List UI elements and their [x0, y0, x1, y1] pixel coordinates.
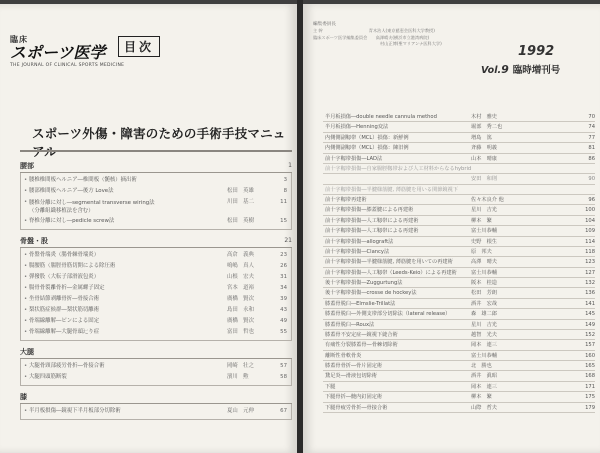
toc-entry: [21, 305, 291, 316]
toc-entry: [21, 175, 291, 186]
entry-title: 有痛性分裂膝蓋骨―骨棘切除術: [325, 342, 398, 349]
entry-author: 高倉 義典: [227, 252, 254, 258]
editor-line: 臨床スポーツ医学編集委員会 高澤晴夫(横浜市立港湾病院): [313, 34, 430, 40]
entry-page: 152: [585, 331, 595, 338]
bullet-icon: •: [24, 252, 28, 258]
entry-author: 山際 哲夫: [471, 404, 497, 411]
entry-page: 15: [280, 218, 287, 224]
toc-entry: [323, 216, 595, 226]
logo-small-text: 臨床: [10, 35, 28, 44]
toc-entry: [21, 197, 291, 216]
entry-author: 夏山 元伸: [227, 408, 254, 414]
toc-entry: [323, 164, 595, 174]
entry-title: 腸腰筋（腸脛骨筋切開による除圧術: [29, 263, 116, 269]
toc-entry: [323, 403, 595, 413]
entry-page: 70: [588, 114, 595, 120]
toc-entry: [323, 382, 595, 392]
entry-title: 脊椎分離に対し―pedicle screw法: [29, 218, 115, 224]
entry-title: 鵞足炎―滑液包切除術: [325, 373, 377, 380]
entry-author: 柳本 繁: [471, 394, 492, 401]
toc-entry: [323, 226, 595, 236]
section-heading: [20, 390, 292, 404]
entry-title: 腰部椎間板ヘルニア―後方 Love法: [29, 188, 114, 194]
entry-author: 岡本 連三: [471, 383, 497, 390]
entry-author: 濱川 勲: [227, 374, 249, 380]
entry-title: 前十字靱帯損傷―半腱様筋腱, 薄筋腱を用いる関節鏡視下: [325, 186, 458, 193]
entry-title: 骨端線離解―大腿骨頭辷り症: [29, 329, 100, 335]
issue-title: スポーツ外傷・障害のための手術手技マニュ: [32, 126, 286, 141]
volume-line: [481, 62, 560, 76]
entry-author: 廣橋 賢次: [227, 318, 254, 324]
toc-entry: [323, 268, 595, 278]
entry-title: 半月板損傷―double needle cannula method: [325, 114, 437, 120]
volume-prefix: Vol.: [481, 65, 502, 76]
toc-entry: [323, 143, 595, 153]
bullet-icon: •: [24, 199, 28, 205]
toc-entry: [323, 133, 595, 143]
editor-line: 村山正博(聖マリアンナ医科大学): [313, 40, 442, 46]
entry-author: 堀部 秀二也: [471, 124, 503, 131]
bullet-icon: •: [24, 296, 28, 302]
toc-entry: [21, 327, 291, 338]
toc-entry: [323, 205, 595, 215]
entry-title: 骨盤骨端炎（腸骨棘骨端炎）: [29, 252, 100, 258]
entry-author: 安田 和則: [471, 176, 497, 183]
toc-entry: [323, 288, 595, 298]
toc-label: 目次: [118, 36, 160, 57]
entry-author: 山根 宏夫: [227, 274, 254, 280]
entry-author: 富士川恭輔: [471, 269, 497, 276]
section-heading: [20, 159, 292, 173]
left-page: [0, 4, 297, 453]
toc-entry: [323, 309, 595, 319]
entry-title: 後十字靱帯損傷―Zuggurtung法: [325, 280, 403, 286]
entry-author: 増島 篤: [471, 134, 492, 141]
bullet-icon: •: [24, 408, 28, 414]
entry-page: 57: [280, 363, 287, 369]
entry-author: 島田 永和: [227, 307, 254, 313]
entry-page: 23: [280, 252, 287, 258]
toc-entry: [21, 372, 291, 383]
entry-title: 半月板損傷―Henning変法: [325, 124, 389, 131]
toc-entry: [21, 216, 291, 227]
toc-entry: [323, 299, 595, 309]
bullet-icon: •: [24, 274, 28, 280]
entry-page: 171: [585, 383, 595, 390]
right-page: [303, 4, 600, 453]
entry-author: 松田 芳朗: [471, 290, 497, 297]
bullet-icon: •: [24, 188, 28, 194]
entry-title: 前十字靱帯損傷―自家腸脛靱帯および人工材料からなるhybrid: [325, 165, 472, 172]
entry-page: 175: [585, 394, 595, 401]
entry-page: 179: [585, 404, 595, 411]
entry-author: 佐々木良介 他: [471, 197, 504, 203]
section-heading: [20, 345, 292, 359]
toc-section: [20, 390, 292, 420]
section-heading: [20, 234, 292, 248]
entry-page: 67: [280, 408, 287, 414]
section-items: [20, 248, 292, 341]
toc-entry: [323, 340, 595, 350]
entry-author: 松田 英雄: [227, 188, 254, 194]
toc-entry: [323, 154, 595, 164]
entry-title: 前十字靱帯損傷―膝蓋腱による再建術: [325, 207, 414, 214]
bullet-icon: •: [24, 218, 28, 224]
entry-author: 森 雄二郎: [471, 311, 497, 318]
entry-title: 前十字靱帯損傷―LAD法: [325, 155, 383, 162]
entry-page: 109: [585, 228, 595, 235]
entry-title: 内側側副靱帯（MCL）損傷：新鮮例: [325, 134, 409, 141]
toc-entry: [323, 371, 595, 381]
entry-page: 74: [588, 124, 595, 131]
entry-page: 100: [585, 207, 595, 214]
section-items: [20, 359, 292, 386]
entry-page: 157: [585, 342, 595, 349]
editorial-board: [313, 22, 463, 47]
entry-title: 膝蓋骨脱臼―Elmslie-Trillat法: [325, 300, 396, 307]
entry-author: 星川 吉光: [471, 321, 497, 328]
entry-author: 廣橋 賢次: [227, 296, 254, 302]
toc-entry: [323, 392, 595, 402]
bullet-icon: •: [24, 307, 28, 313]
title-divider: [20, 150, 292, 152]
entry-author: 北 勝也: [471, 363, 492, 369]
logo-main-text: スポーツ医学: [10, 43, 106, 62]
bullet-icon: •: [24, 263, 28, 269]
editorial-board-title: 編集委員長: [313, 22, 336, 27]
toc-entry: [21, 261, 291, 272]
entry-author: 阪本 桂造: [471, 280, 497, 286]
entry-title: 膝蓋骨脱臼―外側支帯部分切除法（lateral release）: [325, 311, 451, 318]
entry-author: 富士川恭輔: [471, 228, 497, 235]
toc-section: [20, 234, 292, 341]
entry-author: 山本 晴康: [471, 155, 497, 162]
entry-title: 膝蓋骨脱臼―Roux法: [325, 321, 375, 328]
entry-title: 内側側副靱帯（MCL）損傷：陳旧例: [325, 145, 409, 152]
toc-section: [20, 345, 292, 386]
entry-title: 膝蓋骨不安定症―鏡視下縫合術: [325, 331, 398, 338]
toc-section: [20, 159, 292, 230]
entry-title: 離断性骨軟骨炎: [325, 352, 362, 359]
entry-author: 酒井 眞昭: [471, 373, 497, 380]
toc-entry: [323, 185, 595, 195]
section-page: 21: [284, 237, 292, 244]
entry-title: 前十字靱帯損傷―allograft法: [325, 238, 394, 245]
entry-page: 123: [585, 259, 595, 266]
entry-page: 96: [588, 197, 595, 203]
entry-page: 31: [280, 274, 287, 280]
entry-author: 星川 吉光: [471, 207, 497, 214]
toc-entry: [323, 320, 595, 330]
entry-author: 史野 根生: [471, 238, 497, 245]
entry-page: 26: [280, 263, 287, 269]
entry-author: 柳本 繁: [471, 217, 492, 224]
bullet-icon: •: [24, 374, 28, 380]
entry-title: 腰椎椎間板ヘルニア―椎間板（髄核）摘出術: [29, 177, 137, 183]
entry-page: 81: [588, 145, 595, 152]
journal-logo: [10, 34, 124, 68]
toc-right-list: [323, 112, 595, 413]
toc-entry: [21, 272, 291, 283]
entry-title: 後十字靱帯損傷―crosse de hockey法: [325, 290, 417, 297]
entry-page: 43: [280, 307, 287, 313]
entry-page: 160: [585, 352, 595, 359]
entry-title: 下腿: [325, 383, 336, 390]
entry-title: 膝蓋骨骨折―骨片固定術: [325, 363, 383, 369]
entry-title: 坐骨結節剥離骨折―骨接合術: [29, 296, 100, 302]
entry-page: 165: [585, 363, 595, 369]
entry-author: 斉藤 明義: [471, 145, 497, 152]
entry-author: 富士川恭輔: [471, 352, 497, 359]
entry-page: 49: [280, 318, 287, 324]
toc-entry: [323, 112, 595, 122]
issue-year: 1992: [518, 44, 555, 59]
entry-page: 127: [585, 269, 595, 276]
entry-page: 141: [585, 300, 595, 307]
entry-title: 前十字靱帯損傷―人工靱帯による再建術: [325, 228, 419, 235]
entry-title: [325, 174, 486, 184]
toc-entry: [323, 247, 595, 257]
toc-entry: [323, 237, 595, 247]
toc-entry: [323, 278, 595, 288]
entry-title: 前十字靱帯損傷―Clancy法: [325, 248, 390, 255]
toc-entry: [21, 406, 291, 417]
entry-author: 鳴嶋 真人: [227, 263, 254, 269]
toc-entry: [323, 351, 595, 361]
entry-page: 34: [280, 285, 287, 291]
entry-page: 104: [585, 217, 595, 224]
entry-page: 168: [585, 373, 595, 380]
entry-title: 大腿四頭筋断裂: [29, 374, 67, 380]
entry-page: 77: [588, 134, 595, 141]
entry-title: 下腿骨折―髄内釘固定術: [325, 394, 383, 401]
toc-entry: [323, 257, 595, 267]
entry-page: 136: [585, 290, 595, 297]
entry-author: 木村 雅史: [471, 114, 497, 120]
entry-author: 宮本 道裕: [227, 285, 254, 291]
section-items: [20, 404, 292, 420]
toc-entry: [21, 250, 291, 261]
entry-author: 越智 光夫: [471, 331, 497, 338]
entry-title: 骨端線離解―ピンによる固定: [29, 318, 100, 324]
entry-author: 原 邦夫: [471, 248, 492, 255]
entry-page: 3: [283, 177, 287, 183]
entry-author: 酒井 宏哉: [471, 300, 497, 307]
entry-page: 132: [585, 280, 595, 286]
entry-author: 松田 英樹: [227, 218, 254, 224]
entry-author: 岡本 連三: [471, 342, 497, 349]
bullet-icon: •: [24, 329, 28, 335]
entry-title: 弾撥股（大転子部滑液包炎）: [29, 274, 100, 280]
bullet-icon: •: [24, 318, 28, 324]
entry-title: 腰椎分離に対し―segmental transverse wiring法 （分離組織移植法を含む）: [29, 200, 155, 214]
bullet-icon: •: [24, 285, 28, 291]
bullet-icon: •: [24, 363, 28, 369]
toc-entry: [323, 195, 595, 205]
logo-subtitle: THE JOURNAL OF CLINICAL SPORTS MEDICINE: [10, 63, 125, 68]
section-title: 膝: [20, 392, 27, 401]
editor-line: 主 幹 青木治人(東京慈恵会医科大学教授): [313, 28, 435, 34]
entry-title: 半月板損傷―鏡視下半月板部分切除術: [29, 408, 121, 414]
entry-title: 前十字靱帯損傷―人工靱帯による再建術: [325, 217, 419, 224]
section-title: 骨盤・股: [20, 236, 48, 245]
toc-entry: [21, 294, 291, 305]
toc-entry: [21, 186, 291, 197]
entry-page: 149: [585, 321, 595, 328]
entry-page: 8: [283, 188, 287, 194]
entry-page: 11: [280, 199, 287, 205]
volume-number: 9: [501, 63, 509, 76]
toc-entry: [21, 361, 291, 372]
toc-entry: [323, 174, 595, 184]
toc-left-list: [20, 159, 292, 424]
section-items: [20, 173, 292, 230]
entry-page: 118: [585, 248, 595, 255]
entry-title: 腸骨骨裂離骨折―金属螺子固定: [29, 285, 105, 291]
section-title: 腰部: [20, 161, 34, 170]
entry-author: 岡崎 壮之: [227, 363, 254, 369]
entry-page: 58: [280, 374, 287, 380]
entry-title: 前十字靱帯再建術: [325, 197, 367, 203]
entry-title: 梨状筋症候群―梨状筋切離術: [29, 307, 100, 313]
section-page: 1: [288, 162, 292, 169]
toc-entry: [323, 330, 595, 340]
entry-title: 大腿骨頸部疲労骨折―骨接合術: [29, 363, 105, 369]
entry-author: 高澤 晴夫: [471, 259, 497, 266]
entry-page: 145: [585, 311, 595, 318]
bullet-icon: •: [24, 177, 28, 183]
entry-page: 86: [588, 155, 595, 162]
entry-page: 55: [280, 329, 287, 335]
entry-title: 前十字靱帯損傷―人工靱帯（Leeds-Keio）による再建術: [325, 269, 457, 276]
entry-page: 39: [280, 296, 287, 302]
entry-title: 下腿骨疲労骨折―骨接合術: [325, 404, 388, 411]
toc-entry: [21, 283, 291, 294]
entry-author: 川田 基二: [227, 199, 254, 205]
entry-author: 富田 哲也: [227, 329, 254, 335]
toc-entry: [323, 122, 595, 132]
toc-entry: [323, 361, 595, 371]
entry-page: 90: [588, 176, 595, 183]
toc-entry: [21, 316, 291, 327]
section-title: 大腿: [20, 347, 34, 356]
special-issue-label: 臨時増刊号: [512, 65, 561, 76]
entry-title: 前十字靱帯損傷―半腱様筋腱, 薄筋腱を用いての再建術: [325, 259, 453, 266]
entry-page: 114: [585, 238, 595, 245]
